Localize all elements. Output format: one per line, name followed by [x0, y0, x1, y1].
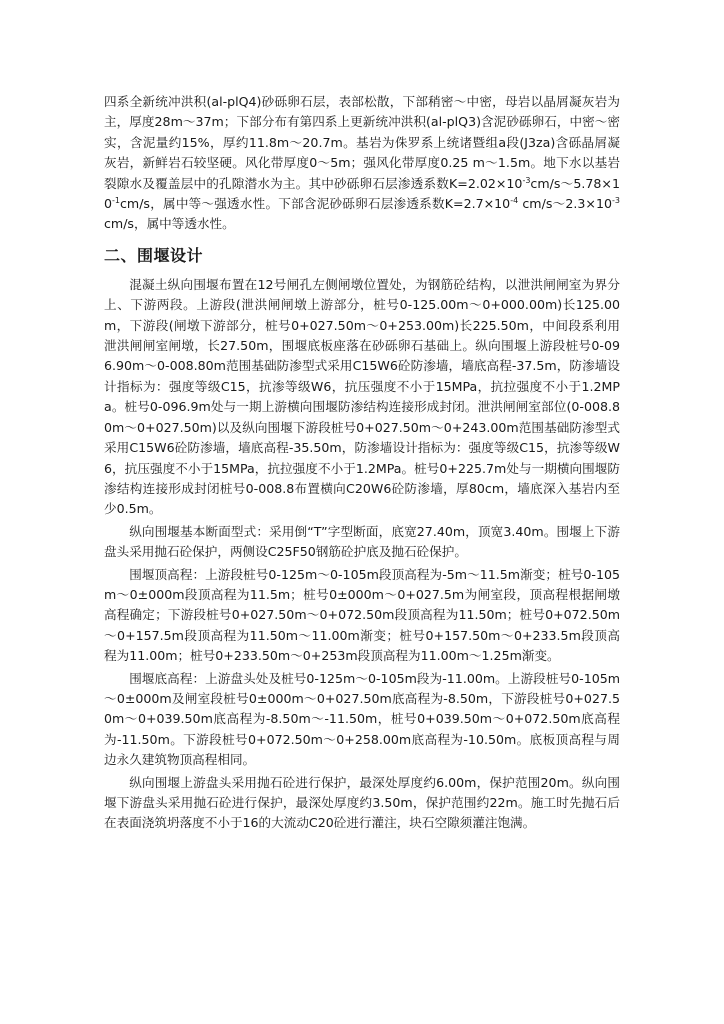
text-run: cm/s，属中等透水性。 [104, 216, 235, 232]
paragraph-section: 纵向围堰基本断面型式：采用倒“T”字型断面，底宽27.40m，顶宽3.40m。围堰上下游盘头采用抛石砼保护，两侧设C25F50钢筋砼护底及抛石砼保护。 [104, 523, 620, 560]
text-run: cm/s～5.78×10 [104, 175, 620, 212]
paragraph-layout: 混凝土纵向围堰布置在12号闸孔左侧闸墩位置处，为钢筋砼结构，以泄洪闸闸室为界分上、下游两段。上游段(泄洪闸闸墩上游部分，桩号0-125.00m～0+000.00m)长125.00m，下游段(闸墩下游部分，桩号0+027.50m～0+253.00m)长225.50m，中间段系利用泄洪闸闸室闸墩，长27.50m，围堰底板座落在砂砾卵石基础上。纵向围堰上游段桩号0-096.90m～0-008.80m范围基础防渗型式采用C15W6砼防渗墙，墙底高程-37.5m，防渗墙设计指标为：强度等级C15，抗渗等级W6，抗压强度不小于15MPa，抗拉强度不小于1.2MPa。桩号0-096.9m处与一期上游横向围堰防渗结构连接形成封闭。泄洪闸闸室部位(0-008.80m～0+027.50m)以及纵向围堰下游段桩号0+027.50m～0+243.00m范围基础防渗型式采用C15W6砼防渗墙，墙底高程-35.50m，防渗墙设计指标为：强度等级C15，抗渗等级W6，抗压强度不小于15MPa，抗拉强度不小于1.2MPa。桩号0+225.7m处与一期横向围堰防渗结构连接形成封闭桩号0-008.8布置横向C20W6砼防渗墙，厚80cm，墙底深入基岩内至少0.5m。 [104, 276, 620, 517]
text-run: cm/s，属中等～强透水性。下部含泥砂砾卵石层渗透系数K=2.7×10 [120, 196, 511, 212]
paragraph-protection: 纵向围堰上游盘头采用抛石砼进行保护，最深处厚度约6.00m，保护范围20m。纵向围堰下游盘头采用抛石砼进行保护，最深处厚度约3.50m，保护范围约22m。施工时先抛石后在表面浇筑坍落度不小于16的大流动C20砼进行灌注，块石空隙须灌注饱满。 [104, 774, 620, 831]
paragraph-bottom-elevation: 围堰底高程：上游盘头处及桩号0-125m～0-105m段为-11.00m。上游段桩号0-105m～0±000m及闸室段桩号0±000m～0+027.50m底高程为-8.50m，下游段桩号0+027.50m～0+039.50m底高程为-8.50m～-11.50m，桩号0+039.50m～0+072.50m底高程为-11.50m。下游段桩号0+072.50m～0+258.00m底高程为-10.50m。底板顶高程与周边永久建筑物顶高程相同。 [104, 670, 620, 768]
paragraph-top-elevation: 围堰顶高程：上游段桩号0-125m～0-105m段顶高程为-5m～11.5m渐变；桩号0-105m～0±000m段顶高程为11.5m；桩号0±000m～0+027.5m为闸室段，顶高程根据闸墩高程确定；下游段桩号0+027.50m～0+072.50m段顶高程为11.50m；桩号0+072.50m～0+157.5m段顶高程为11.50m～11.00m渐变；桩号0+157.50m～0+233.5m段顶高程为11.00m；桩号0+233.50m～0+253m段顶高程为11.00m～1.25m渐变。 [104, 566, 620, 664]
superscript: -4 [510, 196, 519, 206]
section-heading: 二、围堰设计 [104, 245, 204, 265]
text-run: 四系全新统冲洪积(al-plQ4)砂砾卵石层，表部松散，下部稍密～中密，母岩以晶屑凝灰岩为主，厚度28m～37m；下部分布有第四系上更新统冲洪积(al-plQ3)含泥砂砾卵石，中密～密实，含泥量约15%，厚约11.8m～20.7m。基岩为侏罗系上统诸暨组a段(J3za)含砾晶屑凝灰岩，新鲜岩石较坚硬。风化带厚度0～5m；强风化带厚度0.25 m～1.5m。地下水以基岩裂隙水及覆盖层中的孔隙潜水为主。其中砂砾卵石层渗透系数K=2.02×10 [104, 94, 620, 191]
superscript: -3 [522, 175, 531, 185]
paragraph-geology [104, 92, 620, 235]
superscript: -1 [112, 196, 120, 206]
superscript: -3 [612, 196, 620, 206]
text-run: cm/s～2.3×10 [518, 196, 613, 212]
document-page [104, 92, 620, 834]
